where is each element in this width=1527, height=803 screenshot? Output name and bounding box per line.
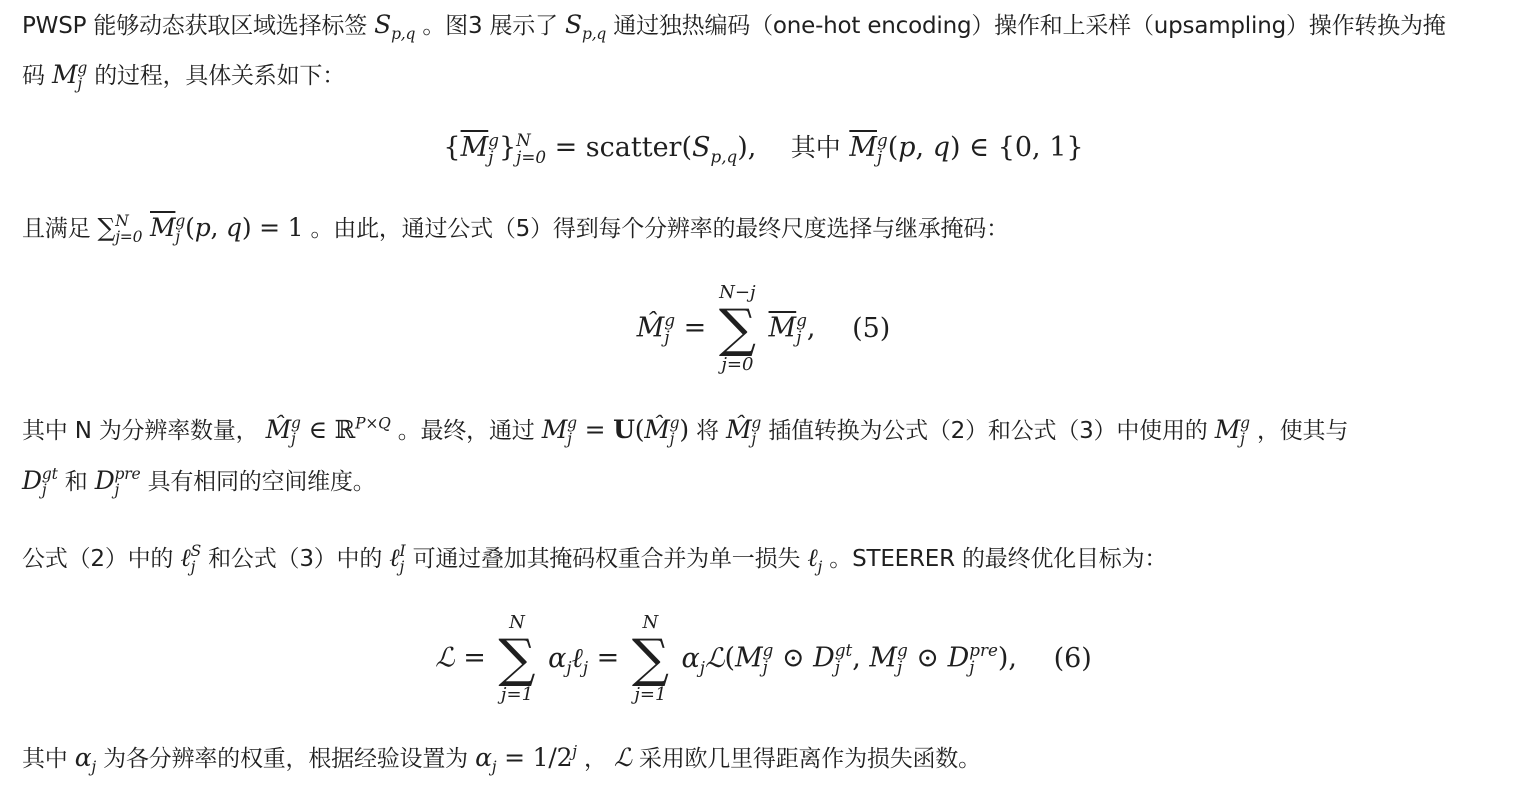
- text: 插值转换为公式（2）和公式（3）中使用的: [768, 418, 1208, 444]
- math: M g j = U(M̂ g j ): [541, 414, 689, 448]
- text: PWSP 能够动态获取区域选择标签: [22, 13, 367, 39]
- math-M-j-g: M g j: [51, 59, 88, 93]
- equation-5: M̂ g j = N−j ∑ j=0 $\overline{M}$ g j , (5): [636, 282, 891, 375]
- text: 和: [64, 469, 88, 495]
- text: ，使其与: [1256, 418, 1349, 444]
- math: D pre j: [94, 465, 141, 499]
- equation-number: (6): [1053, 642, 1092, 674]
- math: M̂ g j ∈ ℝ$^{P\times Q}$: [265, 414, 391, 448]
- paragraph-2: [22, 213, 1009, 245]
- math: M g j: [1214, 414, 1250, 448]
- math-S-pq: $S_{p,q}$: [374, 10, 416, 43]
- equation-number: (5): [852, 312, 891, 344]
- paragraph-3-line-2: [22, 466, 376, 498]
- equation-6: ℒ = N ∑ j=1 $\alpha_j\ell_j$ = N ∑ j=1 $\alpha_jℒ(M$ g j ⊙ D gt j , M g j ⊙ D pre j ), (6): [435, 612, 1092, 705]
- math: M̂ g j: [726, 414, 762, 448]
- text: 。由此，通过公式（5）得到每个分辨率的最终尺度选择与继承掩码：: [310, 216, 1009, 242]
- paragraph-3-line-1: [22, 415, 1348, 447]
- text: 可通过叠加其掩码权重合并为单一损失: [412, 546, 801, 572]
- paragraph-1-line-2: [22, 60, 345, 92]
- text: 其中: [790, 133, 841, 162]
- text: 通过独热编码（one-hot encoding）操作和上采样（upsampling）操作转换为掩: [613, 13, 1446, 39]
- text: 公式（2）中的: [22, 546, 174, 572]
- paragraph-5: [22, 743, 981, 774]
- text: 具有相同的空间维度。: [147, 469, 376, 495]
- math-sum-constraint: ∑ N j=0 $\overline{M}$ g j (p, q) = 1: [97, 212, 304, 246]
- text: 。STEERER 的最终优化目标为：: [829, 546, 1168, 572]
- text: 码: [22, 63, 45, 89]
- text: 的过程，具体关系如下：: [94, 63, 346, 89]
- text: 其中 N 为分辨率数量，: [22, 418, 259, 444]
- text: 为各分辨率的权重，根据经验设置为: [103, 746, 468, 772]
- text: ，: [584, 746, 607, 772]
- text: 和公式（3）中的: [208, 546, 383, 572]
- text: 其中: [22, 746, 68, 772]
- math: $\alpha_j = 1/2^j$: [475, 742, 577, 776]
- math-S-pq: $S_{p,q}$: [565, 10, 607, 43]
- math: ℒ: [613, 743, 632, 772]
- text: 将: [696, 418, 719, 444]
- equation-scatter: {$\overline{M}$ g j } N j=0 = $scatter(S_{p,q})$, 其中 $\overline{M}$ g j (p, q) ∈ {0, 1}: [443, 129, 1084, 167]
- text: 。最终，通过: [397, 418, 535, 444]
- paragraph-4: [22, 543, 1167, 575]
- paragraph-1-line-1: [22, 10, 1446, 41]
- scatter-op: scatter: [585, 132, 682, 163]
- math: $\alpha_j$: [74, 743, 97, 776]
- math: ℓ S j: [180, 542, 201, 576]
- math: ℓ$_j$: [807, 543, 823, 576]
- math: D gt j: [22, 465, 58, 499]
- text: 采用欧几里得距离作为损失函数。: [638, 746, 981, 772]
- text: 且满足: [22, 216, 91, 242]
- math: ℓ I j: [389, 542, 406, 576]
- text: 。图3 展示了: [422, 13, 558, 39]
